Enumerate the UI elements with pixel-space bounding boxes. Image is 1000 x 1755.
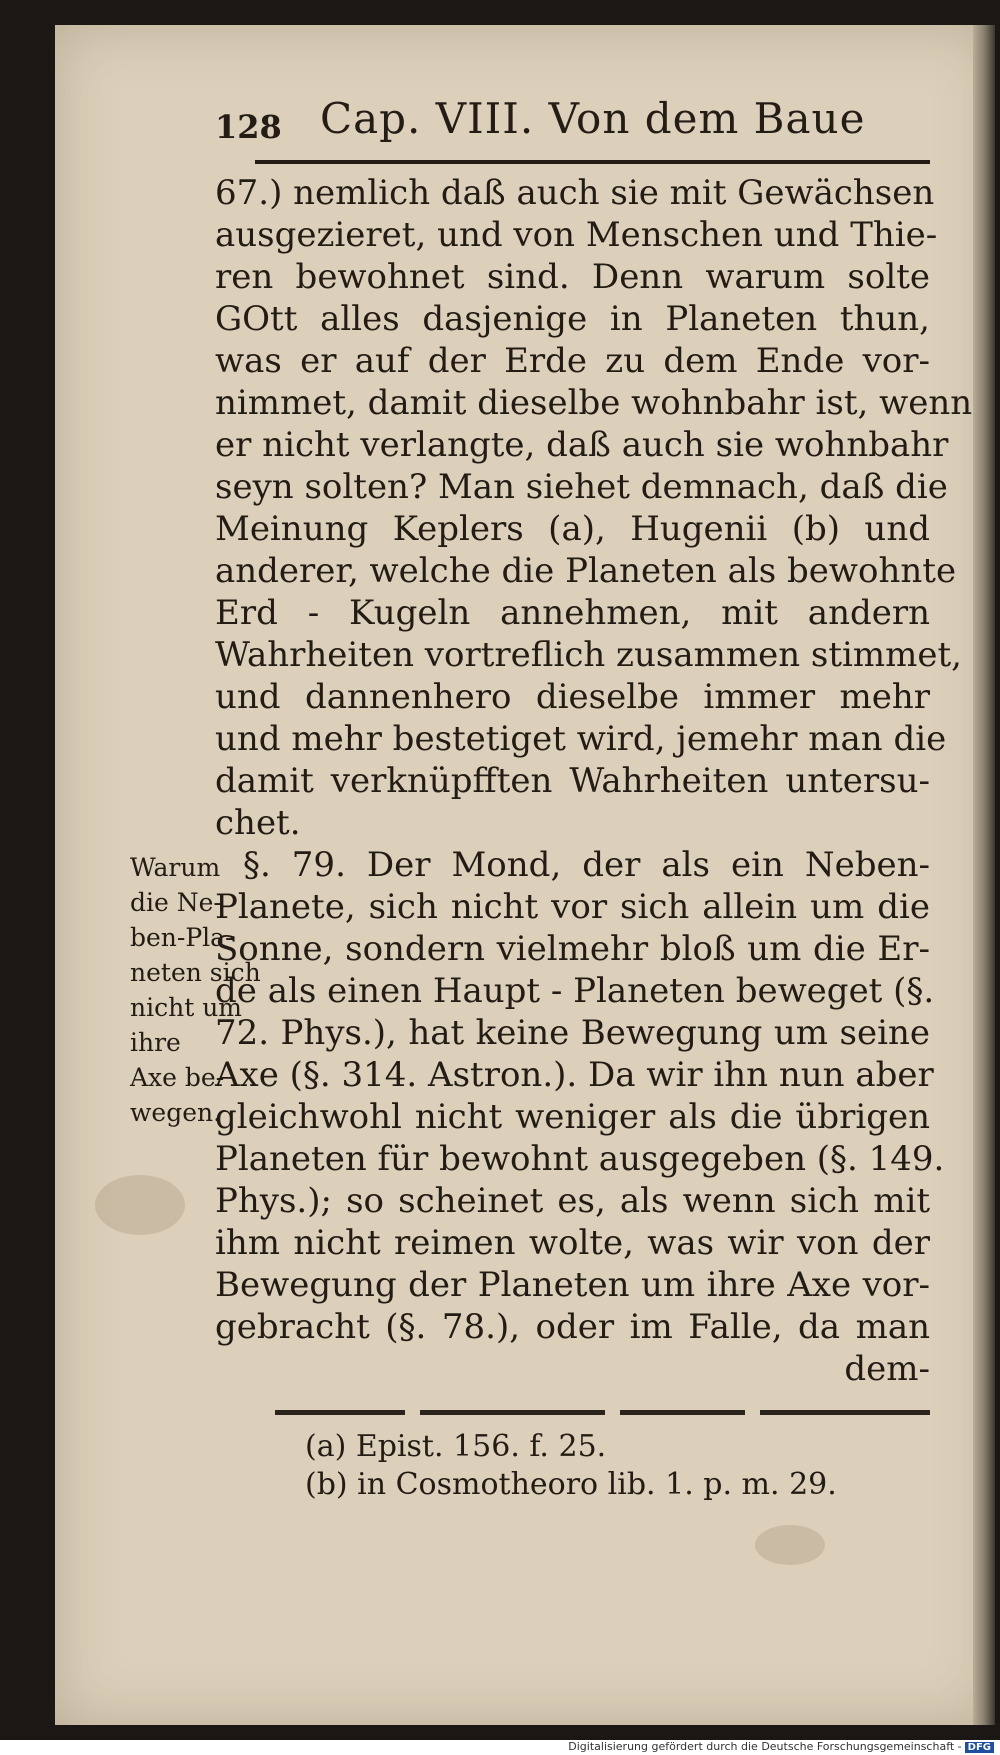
- margin-note-line: neten sich: [130, 958, 261, 987]
- text-line: Meinung Keplers (a), Hugenii (b) und: [215, 509, 930, 549]
- running-head: Cap. VIII. Von dem Baue: [320, 94, 866, 143]
- paper-stain: [755, 1525, 825, 1565]
- footnote: (b) in Cosmotheoro lib. 1. p. m. 29.: [305, 1467, 837, 1502]
- text-line: Phys.); so scheinet es, als wenn sich mit: [215, 1181, 930, 1221]
- text-line: Planeten für bewohnt ausgegeben (§. 149.: [215, 1139, 945, 1179]
- text-line: nimmet, damit dieselbe wohnbahr ist, wenn: [215, 383, 973, 423]
- footnote-rule: [760, 1410, 930, 1415]
- catchword: dem-: [844, 1349, 930, 1389]
- text-line: Wahrheiten vortreflich zusammen stimmet,: [215, 635, 962, 675]
- digitization-credit: [568, 1740, 994, 1753]
- text-line: Sonne, sondern vielmehr bloß um die Er-: [215, 929, 930, 969]
- margin-note-line: ben-Pla-: [130, 923, 234, 952]
- footnotes: [305, 1428, 905, 1504]
- text-line: was er auf der Erde zu dem Ende vor-: [215, 341, 930, 381]
- text-line: ren bewohnet sind. Denn warum solte: [215, 257, 930, 297]
- main-text: [215, 172, 973, 1390]
- text-line: Planete, sich nicht vor sich allein um die: [215, 887, 930, 927]
- footnote-rule: [420, 1410, 605, 1415]
- margin-note-line: wegen.: [130, 1098, 222, 1127]
- footnote: (a) Epist. 156. f. 25.: [305, 1429, 607, 1464]
- margin-note-line: Warum: [130, 853, 221, 882]
- margin-note-line: die Ne-: [130, 888, 222, 917]
- footnote-rule: [275, 1410, 405, 1415]
- text-line: Bewegung der Planeten um ihre Axe vor-: [215, 1265, 930, 1305]
- text-line: Erd - Kugeln annehmen, mit andern: [215, 593, 930, 633]
- text-line: anderer, welche die Planeten als bewohnte: [215, 551, 957, 591]
- text-line: ausgezieret, und von Menschen und Thie-: [215, 215, 938, 255]
- text-line: er nicht verlangte, daß auch sie wohnbahr: [215, 425, 949, 465]
- credit-text: Digitalisierung gefördert durch die Deutsche Forschungsgemeinschaft -: [568, 1740, 962, 1753]
- header-rule: [255, 160, 930, 164]
- text-line: und mehr bestetiget wird, jemehr man die: [215, 719, 947, 759]
- text-line: GOtt alles dasjenige in Planeten thun,: [215, 299, 930, 339]
- text-line: gleichwohl nicht weniger als die übrigen: [215, 1097, 930, 1137]
- text-line: seyn solten? Man siehet demnach, daß die: [215, 467, 948, 507]
- margin-note-line: Axe be-: [130, 1063, 225, 1092]
- text-line: 72. Phys.), hat keine Bewegung um seine: [215, 1013, 930, 1053]
- text-line: §. 79. Der Mond, der als ein Neben-: [243, 845, 930, 885]
- footnote-rule: [620, 1410, 745, 1415]
- text-line: 67.) nemlich daß auch sie mit Gewächsen: [215, 173, 935, 213]
- text-line: gebracht (§. 78.), oder im Falle, da man: [215, 1307, 930, 1347]
- text-line: Axe (§. 314. Astron.). Da wir ihn nun aber: [215, 1055, 934, 1095]
- page-edge: [973, 25, 995, 1725]
- dfg-logo: DFG: [965, 1742, 994, 1753]
- margin-note: [130, 850, 270, 1130]
- text-line: de als einen Haupt - Planeten beweget (§.: [215, 971, 935, 1011]
- margin-note-line: nicht um: [130, 993, 242, 1022]
- paper-stain: [95, 1175, 185, 1235]
- text-line: chet.: [215, 803, 301, 843]
- page-header: [215, 88, 935, 158]
- text-line: ihm nicht reimen wolte, was wir von der: [215, 1223, 930, 1263]
- page-number: 128: [215, 108, 282, 146]
- margin-note-line: ihre: [130, 1028, 181, 1057]
- text-line: und dannenhero dieselbe immer mehr: [215, 677, 930, 717]
- text-line: damit verknüpfften Wahrheiten untersu-: [215, 761, 930, 801]
